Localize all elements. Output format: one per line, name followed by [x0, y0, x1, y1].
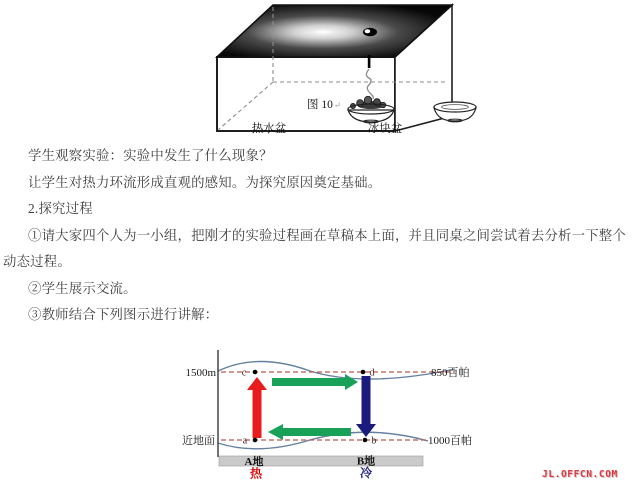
point-b-label: b — [371, 435, 377, 447]
paragraph: ②学生展示交流。 — [28, 280, 137, 296]
site-b-cold-label: 冷 — [359, 466, 373, 480]
paragraph: 学生观察实验：实验中发生了什么现象？ — [28, 148, 273, 163]
lid-hole-icon — [363, 28, 377, 37]
rising-air-arrow — [247, 377, 267, 438]
site-b-label: B地 — [356, 455, 376, 468]
hot-basin-label: 热水盆 — [251, 123, 287, 135]
upper-flow-arrow — [272, 374, 358, 390]
point-c-label: c — [241, 367, 247, 379]
site-a-label: A地 — [244, 456, 264, 468]
point-b-dot — [363, 438, 368, 443]
paragraph: ①请大家四个人为一小组，把刚才的实验过程画在草稿本上面，并且同桌之间尝试着去分析一下整个动态过程。 — [3, 227, 626, 269]
near-surface-label: 近地面 — [182, 435, 215, 447]
paragraph: 让学生对热力环流形成直观的感知。为探究原因奠定基础。 — [28, 174, 382, 190]
circulation-diagram — [165, 340, 495, 483]
paragraph: ③教师结合下列图示进行讲解： — [28, 307, 219, 322]
pressure-850-label: 850百帕 — [431, 367, 470, 379]
experiment-figure — [180, 0, 490, 140]
pressure-1000-label: 1000百帕 — [428, 435, 472, 447]
point-d-label: d — [369, 367, 375, 379]
point-a-label: a — [242, 435, 248, 447]
figure-caption: 图 10↵ — [307, 99, 341, 111]
paragraph: 2.探究过程 — [28, 201, 93, 216]
ice-basin-label: 冰块盆 — [367, 123, 403, 135]
return-mark-icon: ↵ — [333, 100, 341, 110]
point-a-dot — [253, 438, 258, 443]
point-d-dot — [361, 370, 366, 375]
watermark: JL.OFFCN.COM — [542, 469, 618, 480]
glass-box — [217, 5, 452, 131]
lesson-text — [3, 143, 636, 329]
surface-flow-arrow — [268, 424, 351, 440]
point-c-dot — [253, 370, 258, 375]
altitude-1500m-label: 1500m — [185, 367, 216, 379]
sinking-air-arrow — [356, 376, 376, 437]
site-a-hot-label: 热 — [249, 466, 263, 481]
